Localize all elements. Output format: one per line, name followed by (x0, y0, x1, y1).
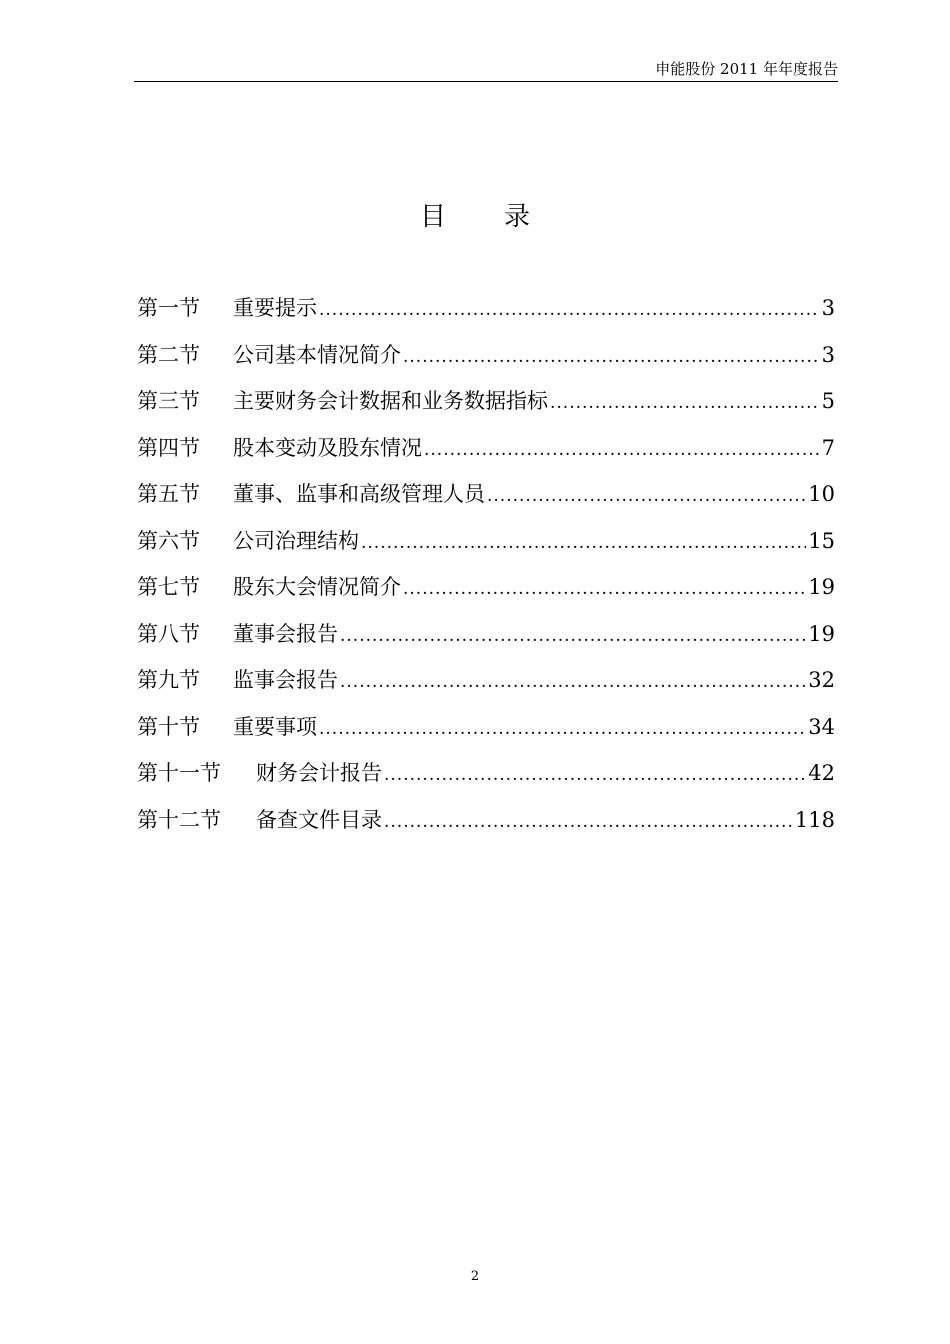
toc-entry-page: 32 (808, 668, 835, 692)
toc-title-char: 目 (419, 202, 446, 232)
toc-entry[interactable] (137, 755, 835, 802)
toc-entry-label: 股东大会情况简介 (233, 575, 401, 599)
toc-entry-section: 第六节 (137, 528, 200, 553)
toc-entry-label: 股本变动及股东情况 (233, 435, 422, 460)
toc-dot-leader (550, 385, 820, 421)
toc-dot-leader (424, 432, 820, 468)
toc-entry[interactable] (137, 337, 835, 384)
toc-entry-section: 第五节 (137, 482, 200, 506)
toc-dot-leader (340, 618, 806, 654)
toc-entry-page: 118 (794, 807, 835, 832)
toc-dot-leader (361, 525, 806, 561)
toc-entry-page: 34 (808, 714, 835, 739)
toc-entry-page: 19 (808, 621, 835, 646)
toc-entry[interactable] (137, 290, 835, 337)
toc-entry-label: 重要提示 (233, 296, 317, 320)
toc-dot-leader (384, 757, 806, 793)
toc-entry-section: 第一节 (137, 296, 200, 320)
toc-entry-section: 第八节 (137, 621, 200, 646)
toc-entry[interactable] (137, 430, 835, 477)
toc-entry-label: 重要事项 (233, 714, 317, 739)
toc-entry-label: 公司治理结构 (233, 528, 359, 553)
toc-entry[interactable] (137, 662, 835, 709)
toc-dot-leader (340, 664, 806, 700)
toc-dot-leader (319, 711, 806, 747)
toc-entry-page: 42 (808, 761, 835, 785)
toc-entry-section: 第三节 (137, 389, 200, 413)
toc-entry-page: 15 (808, 528, 835, 553)
toc-entry[interactable] (137, 709, 835, 756)
toc-entry-section: 第四节 (137, 435, 200, 460)
toc-entry-page: 5 (821, 389, 835, 413)
toc-entry-page: 3 (821, 296, 835, 320)
toc-dot-leader (319, 292, 820, 328)
toc-dot-leader (403, 339, 820, 375)
toc-entry[interactable] (137, 569, 835, 616)
toc-entry-page: 10 (808, 482, 835, 506)
toc-list (137, 290, 835, 848)
toc-entry[interactable] (137, 616, 835, 663)
toc-title (0, 200, 950, 234)
toc-entry-section: 第二节 (137, 342, 200, 367)
toc-entry-section: 第十二节 (137, 807, 221, 832)
header-divider (134, 81, 838, 82)
toc-dot-leader (403, 571, 806, 607)
toc-entry[interactable] (137, 802, 835, 849)
toc-dot-leader (487, 478, 806, 514)
toc-entry-page: 3 (821, 342, 835, 367)
page-number: 2 (470, 1269, 480, 1284)
toc-entry-section: 第十一节 (137, 761, 221, 785)
toc-entry-section: 第十节 (137, 714, 200, 739)
toc-entry[interactable] (137, 476, 835, 523)
toc-entry-label: 财务会计报告 (256, 761, 382, 785)
toc-entry-label: 董事、监事和高级管理人员 (233, 482, 485, 506)
toc-entry-page: 7 (821, 435, 835, 460)
toc-entry-label: 主要财务会计数据和业务数据指标 (233, 389, 548, 413)
toc-entry-section: 第七节 (137, 575, 200, 599)
toc-entry-label: 公司基本情况简介 (233, 342, 401, 367)
toc-title-char: 录 (504, 202, 531, 232)
toc-entry-section: 第九节 (137, 668, 200, 692)
toc-dot-leader (384, 804, 793, 840)
toc-entry-label: 监事会报告 (233, 668, 338, 692)
toc-entry-label: 董事会报告 (233, 621, 338, 646)
toc-entry-label: 备查文件目录 (256, 807, 382, 832)
toc-entry-page: 19 (808, 575, 835, 599)
toc-entry[interactable] (137, 523, 835, 570)
running-header: 申能股份 2011 年年度报告 (655, 60, 838, 78)
toc-entry[interactable] (137, 383, 835, 430)
